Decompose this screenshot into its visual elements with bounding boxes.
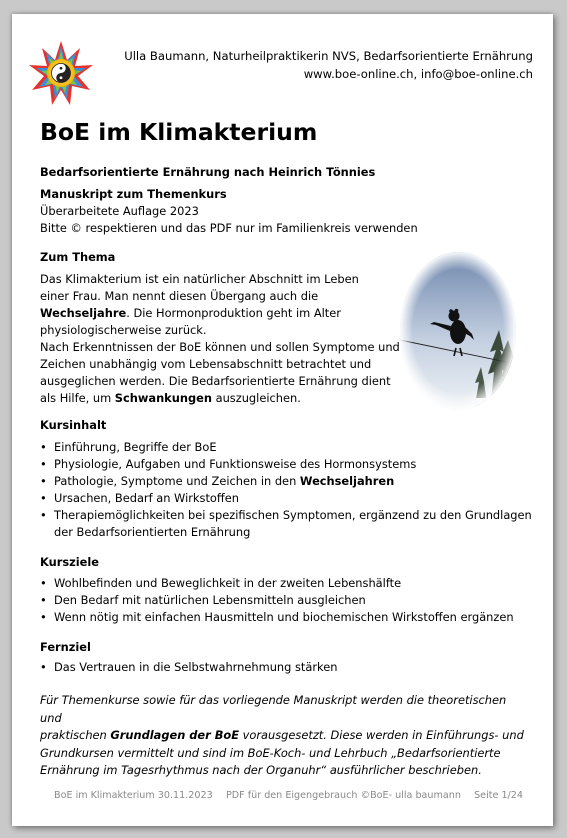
text-line: [40, 727, 530, 745]
text-line: physiologischerweise zurück.: [40, 323, 207, 337]
footer-page-number: Seite 1/24: [474, 790, 523, 801]
list-item: • Den Bedarf mit natürlichen Lebensmitteln ausgleichen: [40, 592, 514, 609]
keyword-grundlagen: Grundlagen der BoE: [110, 728, 240, 742]
copyright-notice: Bitte © respektieren und das PDF nur im Familienkreis verwenden: [40, 221, 418, 235]
text-line: Grundkursen vermittelt und sind im BoE-Koch- und Lehrbuch „Bedarfsorientierte: [40, 745, 501, 760]
text-fragment: vorausgesetzt. Diese werden in Einführungs- und: [239, 728, 524, 742]
manuscript-heading: Manuskript zum Themenkurs: [40, 187, 227, 201]
keyword-wechseljahren: Wechseljahren: [299, 474, 395, 488]
footer-left: BoE im Klimakterium 30.11.2023: [54, 790, 213, 801]
list-item: • Wohlbefinden und Beweglichkeit in der zweiten Lebenshälfte: [40, 575, 514, 592]
text-line: Das Klimakterium ist ein natürlicher Abschnitt im Leben: [40, 272, 359, 286]
kursinhalt-list: [40, 439, 532, 541]
edition-line: Überarbeitete Auflage 2023: [40, 204, 199, 218]
subtitle: Bedarfsorientierte Ernährung nach Heinrich Tönnies: [40, 165, 376, 179]
keyword-wechseljahre: Wechseljahre: [40, 306, 127, 320]
list-item: • Das Vertrauen in die Selbstwahrnehmung stärken: [40, 659, 337, 676]
section-heading-kursziele: Kursziele: [40, 555, 100, 569]
list-item: • Einführung, Begriffe der BoE: [40, 439, 532, 456]
document-title: BoE im Klimakterium: [40, 118, 318, 146]
text-fragment: Therapiemöglichkeiten bei spezifischen Symptomen, ergänzend zu den Grundlagen: [54, 508, 532, 522]
text-line: Zeichen unabhängig vom Lebensabschnitt betrachtet und: [40, 357, 372, 371]
text-line: [40, 390, 400, 407]
text-line: [40, 305, 400, 322]
section-heading-kursinhalt: Kursinhalt: [40, 418, 107, 432]
text-fragment: der Bedarfsorientierten Ernährung: [54, 525, 251, 539]
kursziele-list: [40, 575, 514, 626]
section-heading-zum-thema: Zum Thema: [40, 250, 116, 264]
list-item: • Wenn nötig mit einfachen Hausmitteln und biochemischen Wirkstoffen ergänzen: [40, 609, 514, 626]
footer-center: PDF für den Eigengebrauch ©BoE- ulla baumann: [226, 790, 461, 801]
section-heading-fernziel: Fernziel: [40, 640, 91, 654]
text-fragment: . Die Hormonproduktion geht im Alter: [126, 306, 341, 320]
text-line: Für Themenkurse sowie für das vorliegende Manuskript werden die theoretischen und: [40, 693, 507, 725]
text-line: ausgeglichen werden. Die Bedarfsorientierte Ernährung dient: [40, 374, 391, 388]
header-contact: www.boe-online.ch, info@boe-online.ch: [303, 67, 533, 81]
header-author: Ulla Baumann, Naturheilpraktikerin NVS, Bedarfsorientierte Ernährung: [124, 49, 533, 63]
list-item: [40, 473, 532, 490]
text-fragment: Pathologie, Symptome und Zeichen in den: [54, 474, 300, 488]
zum-thema-paragraph: [40, 271, 400, 407]
bear-on-slackline-image: [400, 252, 516, 410]
list-item: • Physiologie, Aufgaben und Funktionsweise des Hormonsystems: [40, 456, 532, 473]
keyword-schwankungen: Schwankungen: [114, 391, 212, 405]
list-item: [40, 507, 532, 541]
text-line: Ernährung im Tagesrhythmus nach der Organuhr“ ausführlicher beschrieben.: [40, 763, 482, 777]
fernziel-list: [40, 659, 337, 676]
text-line: einer Frau. Man nennt diesen Übergang auch die: [40, 289, 319, 303]
text-fragment: auszugleichen.: [211, 391, 301, 405]
document-page: [12, 14, 553, 826]
closing-paragraph: [40, 692, 530, 780]
text-fragment: praktischen: [40, 728, 111, 742]
text-fragment: als Hilfe, um: [40, 391, 115, 405]
list-item: • Ursachen, Bedarf an Wirkstoffen: [40, 490, 532, 507]
text-line: Nach Erkenntnissen der BoE können und sollen Symptome und: [40, 340, 400, 354]
yin-yang-sun-logo-icon: [28, 40, 94, 106]
